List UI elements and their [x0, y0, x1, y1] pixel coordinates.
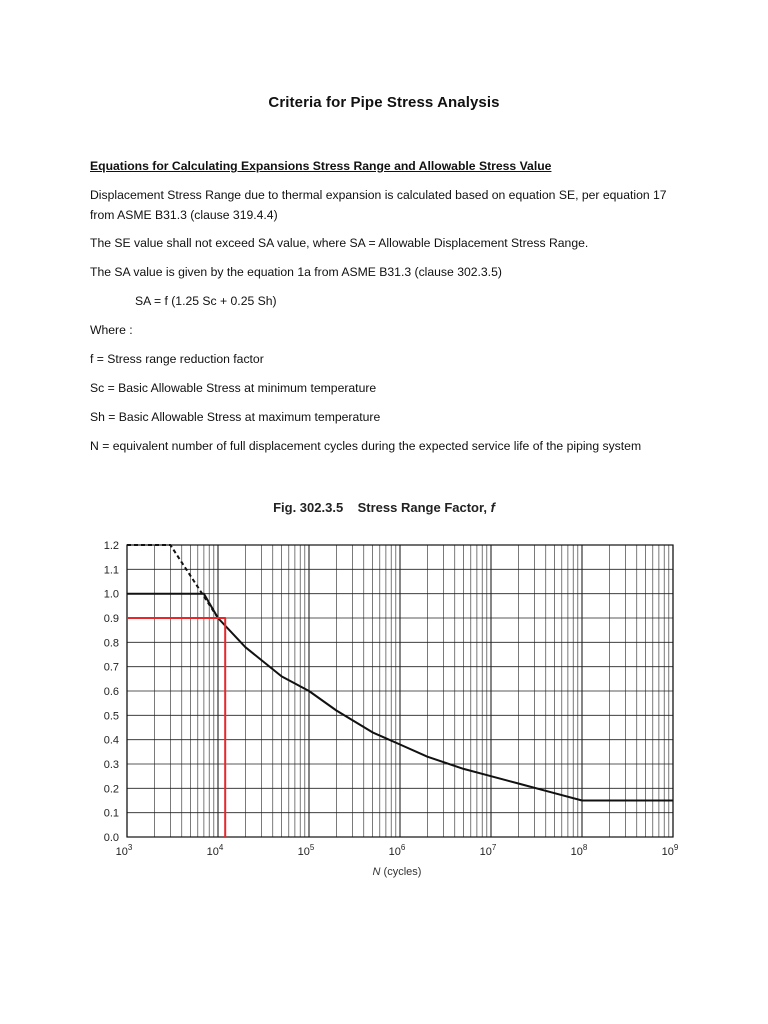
figure-title-symbol: f	[490, 500, 495, 515]
y-tick-label: 0.6	[103, 686, 119, 698]
figure-title	[0, 500, 768, 515]
x-tick-label: $10^5$	[297, 843, 315, 858]
page-title: Criteria for Pipe Stress Analysis	[268, 94, 500, 111]
y-tick-label: 0.8	[103, 637, 119, 650]
paragraph-displacement-stress: Displacement Stress Range due to thermal expansion is calculated based on equation SE, per equation 17 from ASME B31.3 (clause 319.4.4)	[90, 188, 667, 222]
x-tick-label: $10^7$	[479, 843, 497, 858]
section-heading: Equations for Calculating Expansions Stress Range and Allowable Stress Value	[90, 159, 552, 173]
y-tick-label: 1.1	[103, 564, 119, 577]
y-tick-label: 0.2	[103, 783, 119, 796]
stress-range-factor-chart	[0, 520, 768, 890]
x-tick-label: $10^6$	[388, 843, 406, 858]
y-tick-label: 0.3	[103, 759, 119, 771]
equation-sa: SA = f (1.25 Sc + 0.25 Sh)	[135, 294, 277, 308]
definition-sc: Sc = Basic Allowable Stress at minimum temperature	[90, 381, 377, 395]
y-tick-label: 0.9	[103, 613, 119, 625]
paragraph-se-limit: The SE value shall not exceed SA value, where SA = Allowable Displacement Stress Range.	[90, 236, 589, 250]
paragraph-sa-equation-ref: The SA value is given by the equation 1a from ASME B31.3 (clause 302.3.5)	[90, 265, 502, 279]
y-tick-label: 1.2	[103, 540, 119, 552]
definition-n: N = equivalent number of full displacement cycles during the expected service life of the piping system	[90, 439, 642, 453]
where-label: Where :	[90, 323, 133, 337]
reference-line-red	[127, 618, 225, 837]
x-tick-label: $10^8$	[570, 843, 588, 858]
curve-dashed	[127, 545, 218, 618]
figure-title-prefix: Fig. 302.3.5	[273, 500, 344, 515]
x-tick-label: $10^9$	[661, 843, 679, 858]
y-tick-label: 0.0	[103, 832, 119, 844]
y-tick-label: 1.0	[103, 588, 119, 601]
figure-title-main: Stress Range Factor,	[357, 500, 487, 515]
y-tick-label: 0.4	[103, 734, 119, 747]
definition-sh: Sh = Basic Allowable Stress at maximum temperature	[90, 410, 381, 424]
definition-f: f = Stress range reduction factor	[90, 352, 264, 366]
x-tick-label: $10^4$	[206, 843, 224, 858]
y-tick-label: 0.5	[103, 710, 119, 723]
x-axis-title: N (cycles)	[372, 866, 422, 878]
y-tick-label: 0.7	[103, 661, 119, 674]
y-tick-label: 0.1	[103, 807, 119, 820]
x-tick-label: $10^3$	[115, 843, 133, 858]
